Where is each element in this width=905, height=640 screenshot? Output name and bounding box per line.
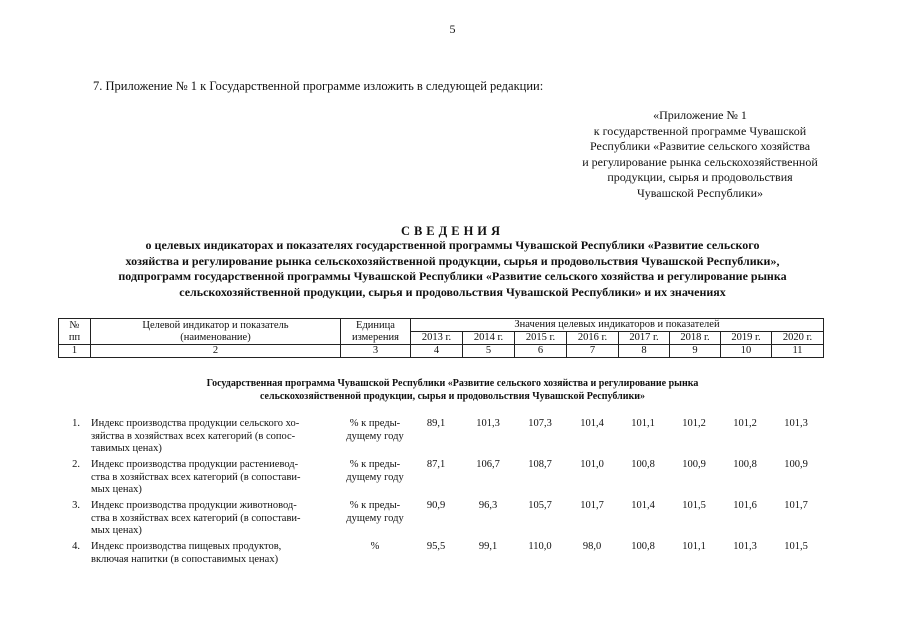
row-value: 100,8 [631,541,655,552]
row-value: 107,3 [528,418,552,429]
section-title [120,377,785,403]
row-value: 101,1 [631,418,655,429]
row-value: 100,9 [784,459,808,470]
column-number: 7 [567,345,619,358]
document-title: СВЕДЕНИЯ [400,224,505,238]
row-unit [340,541,410,554]
column-number: 3 [341,345,411,358]
row-value: 108,7 [528,459,552,470]
section-title-line: Государственная программа Чувашской Республики «Развитие сельского хозяйства и регулирование рынка [206,378,699,389]
row-unit-line: дущему году [346,471,404,483]
row-unit-line: % к преды- [349,459,401,470]
row-value: 101,4 [580,418,604,429]
row-unit [340,418,410,443]
header-year: 2019 г. [721,332,772,345]
subtitle-line: подпрограмм государственной программы Чувашской Республики «Развитие сельского хозяйства и регулирование рынка [118,269,787,283]
column-number: 1 [59,345,91,358]
row-name [91,500,338,538]
header-year: 2013 г. [411,332,463,345]
header-num [59,319,91,345]
row-value: 87,1 [426,459,446,470]
row-name-line: включая напитки (в сопоставимых ценах) [91,553,279,565]
row-name [91,418,338,456]
row-value: 106,7 [476,459,500,470]
section-title-line: сельскохозяйственной продукции, сырья и продовольствия Чувашской Республики» [259,391,646,402]
header-year: 2018 г. [670,332,721,345]
column-number: 9 [670,345,721,358]
row-value: 101,4 [631,500,655,511]
row-value: 89,1 [426,418,446,429]
row-unit-line: % к преды- [349,500,401,511]
page-number: 5 [449,22,456,36]
row-value: 95,5 [426,541,446,552]
header-values-group: Значения целевых индикаторов и показателей [411,319,824,332]
row-name-line: Индекс производства пищевых продуктов, [91,541,282,552]
header-year: 2015 г. [515,332,567,345]
column-number: 8 [619,345,670,358]
row-number: 3. [72,500,80,511]
appendix-line: и регулирование рынка сельскохозяйственной [582,154,818,169]
row-value: 101,1 [682,541,706,552]
row-name-line: Индекс производства продукции сельского хо- [91,418,300,429]
header-num-line: № [69,319,80,331]
row-name [91,459,338,497]
column-number: 4 [411,345,463,358]
row-value: 101,5 [784,541,808,552]
row-number: 1. [72,418,80,429]
row-value: 101,3 [733,541,757,552]
column-number: 6 [515,345,567,358]
row-unit [340,500,410,525]
row-value: 101,3 [476,418,500,429]
row-value: 101,2 [733,418,757,429]
row-value: 100,8 [631,459,655,470]
header-year: 2017 г. [619,332,670,345]
document-subtitle [55,238,850,300]
row-value: 101,7 [784,500,808,511]
header-year: 2016 г. [567,332,619,345]
subtitle-line: сельскохозяйственной продукции, сырья и продовольствия Чувашской Республики» и их значениях [179,284,726,299]
row-name-line: зяйства в хозяйствах всех категорий (в сопос- [91,430,296,442]
row-value: 110,0 [528,541,552,552]
column-number: 10 [721,345,772,358]
header-name [91,319,341,345]
item-7-text: 7. Приложение № 1 к Государственной программе изложить в следующей редакции: [93,79,544,93]
column-numbers-row [59,345,824,358]
appendix-line: Республики «Развитие сельского хозяйства [589,139,811,153]
row-unit-line: % [370,541,380,552]
header-num-line: пп [68,331,81,343]
row-value: 101,3 [784,418,808,429]
row-unit-line: % к преды- [349,418,401,429]
row-name-line: Индекс производства продукции растениевод- [91,459,299,470]
row-name-line: мых ценах) [91,484,142,495]
row-value: 96,3 [478,500,498,511]
header-unit [341,319,411,345]
appendix-reference [560,108,840,201]
row-unit-line: дущему году [346,430,404,442]
row-value: 101,6 [733,500,757,511]
row-value: 99,1 [478,541,498,552]
header-name-line: (наименование) [180,331,251,343]
appendix-line: Чувашской Республики» [636,185,764,200]
row-name-line: тавимых ценах) [91,443,162,454]
row-value: 105,7 [528,500,552,511]
row-name-line: ства в хозяйствах всех категорий (в сопостави- [91,512,301,524]
row-name-line: Индекс производства продукции животновод- [91,500,297,511]
row-value: 101,2 [682,418,706,429]
column-number: 5 [463,345,515,358]
row-value: 98,0 [582,541,602,552]
column-number: 2 [91,345,341,358]
row-name-line: мых ценах) [91,525,142,536]
appendix-line: «Приложение № 1 [653,108,747,122]
subtitle-line: о целевых индикаторах и показателях государственной программы Чувашской Республики «Развитие сельского [145,238,760,252]
row-value: 100,9 [682,459,706,470]
row-name-line: ства в хозяйствах всех категорий (в сопостави- [91,471,301,483]
appendix-line: к государственной программе Чувашской [593,123,807,138]
row-number: 2. [72,459,80,470]
row-number: 4. [72,541,80,552]
header-unit-line: измерения [352,331,399,343]
table-header [58,318,824,358]
appendix-line: продукции, сырья и продовольствия [607,170,793,184]
row-value: 101,0 [580,459,604,470]
header-unit-line: Единица [356,319,395,331]
column-number: 11 [772,345,824,358]
header-year: 2020 г. [772,332,824,345]
row-unit-line: дущему году [346,512,404,524]
row-value: 101,5 [682,500,706,511]
row-value: 100,8 [733,459,757,470]
row-name [91,541,338,566]
row-unit [340,459,410,484]
row-value: 101,7 [580,500,604,511]
subtitle-line: хозяйства и регулирование рынка сельскохозяйственной продукции, сырья и продовольствия Чувашской Республики», [125,253,780,268]
header-name-line: Целевой индикатор и показатель [142,319,289,331]
header-year: 2014 г. [463,332,515,345]
row-value: 90,9 [426,500,446,511]
